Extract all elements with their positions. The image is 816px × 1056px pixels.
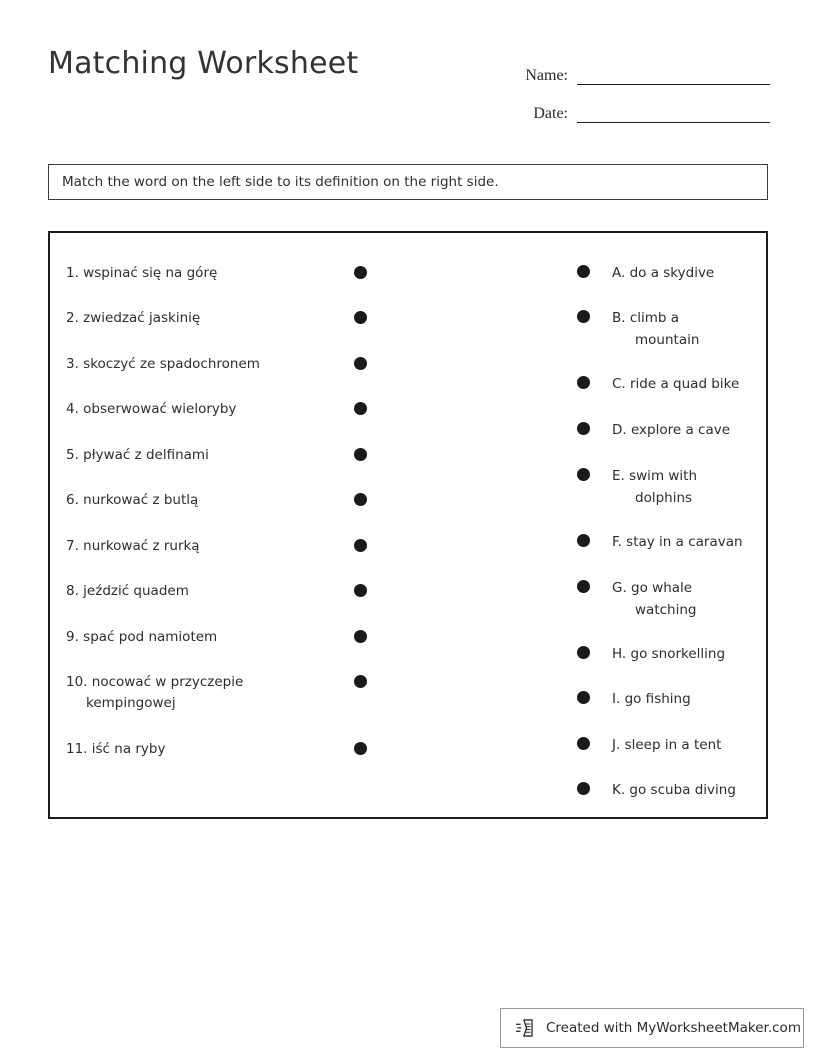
left-column-item: [66, 581, 356, 602]
right-column-item: [612, 465, 772, 509]
name-field-label: Name:: [525, 67, 568, 84]
right-column-dot[interactable]: [577, 376, 590, 389]
right-column-dot[interactable]: [577, 422, 590, 435]
right-column-item-text: F. stay in a caravan: [612, 534, 743, 550]
right-column-item-text-continued: mountain: [635, 332, 700, 348]
left-column-item: [66, 536, 356, 557]
right-column-item: [612, 734, 772, 756]
left-column-item-text: 9. spać pod namiotem: [66, 629, 218, 645]
left-column-item-text: 4. obserwować wieloryby: [66, 401, 237, 417]
right-column-item-text-continued: dolphins: [635, 490, 693, 506]
right-column-dot[interactable]: [577, 310, 590, 323]
right-column-item: [612, 688, 772, 710]
date-input-line[interactable]: [577, 122, 770, 123]
left-column-item-text: 7. nurkować z rurką: [66, 538, 200, 554]
right-column-item-text: E. swim with: [612, 468, 698, 484]
right-column-item-text: I. go fishing: [612, 691, 691, 707]
right-column-item-text: J. sleep in a tent: [612, 737, 722, 753]
date-field-label: Date:: [533, 105, 568, 122]
left-column-item-text: 11. iść na ryby: [66, 741, 166, 757]
page-title: Matching Worksheet: [48, 46, 359, 81]
right-column-dot[interactable]: [577, 580, 590, 593]
left-column-item: [66, 739, 356, 760]
left-column-item-text: 1. wspinać się na górę: [66, 265, 218, 281]
right-column-item-text: H. go snorkelling: [612, 646, 726, 662]
right-column-item: [612, 262, 772, 284]
right-column-item-text: C. ride a quad bike: [612, 376, 740, 392]
date-field-row: [500, 88, 770, 126]
right-column-item-text-continued: watching: [635, 602, 697, 618]
right-column-item: [612, 531, 772, 553]
left-column-item: [66, 399, 356, 420]
right-column-item-text: K. go scuba diving: [612, 782, 736, 798]
right-column-dot[interactable]: [577, 468, 590, 481]
left-column-item-text: 10. nocować w przyczepie: [66, 674, 244, 690]
pencil-logo-icon: [515, 1017, 537, 1039]
left-column-item: [66, 445, 356, 466]
right-column-item: [612, 779, 772, 801]
right-column-dot[interactable]: [577, 534, 590, 547]
right-column-item-text: G. go whale: [612, 580, 693, 596]
left-column-item-text: 2. zwiedzać jaskinię: [66, 310, 201, 326]
instruction-text: Match the word on the left side to its definition on the right side.: [62, 174, 499, 190]
right-column-item: [612, 643, 772, 665]
footer-credit-badge[interactable]: [500, 1008, 804, 1048]
right-column-item: [612, 373, 772, 395]
right-column-dot[interactable]: [577, 737, 590, 750]
left-column-item: [66, 627, 356, 648]
left-column-item-text: 8. jeździć quadem: [66, 583, 189, 599]
right-column-item: [612, 577, 772, 621]
left-column-item: [66, 263, 356, 284]
left-column-item: [66, 354, 356, 375]
left-column-item: [66, 490, 356, 511]
right-column-dot[interactable]: [577, 782, 590, 795]
right-column-dot[interactable]: [577, 691, 590, 704]
name-input-line[interactable]: [577, 84, 770, 85]
matching-panel: [48, 231, 768, 819]
right-column-item: [612, 307, 772, 351]
left-column-item-text: 5. pływać z delfinami: [66, 447, 209, 463]
right-column-item-text: B. climb a: [612, 310, 680, 326]
right-column-item: [612, 419, 772, 441]
left-column-item: [66, 308, 356, 329]
student-info-fields: [500, 50, 770, 126]
right-column-item-text: D. explore a cave: [612, 422, 731, 438]
left-column-item: [66, 672, 356, 714]
left-column-item-text: 3. skoczyć ze spadochronem: [66, 356, 260, 372]
right-column-dot[interactable]: [577, 646, 590, 659]
left-column-item-text: 6. nurkować z butlą: [66, 492, 199, 508]
left-column-item-text-continued: kempingowej: [86, 695, 176, 711]
right-column-dot[interactable]: [577, 265, 590, 278]
name-field-row: [500, 50, 770, 88]
right-column-item-text: A. do a skydive: [612, 265, 715, 281]
footer-credit-text: Created with MyWorksheetMaker.com: [546, 1020, 801, 1036]
instruction-box: [48, 164, 768, 200]
